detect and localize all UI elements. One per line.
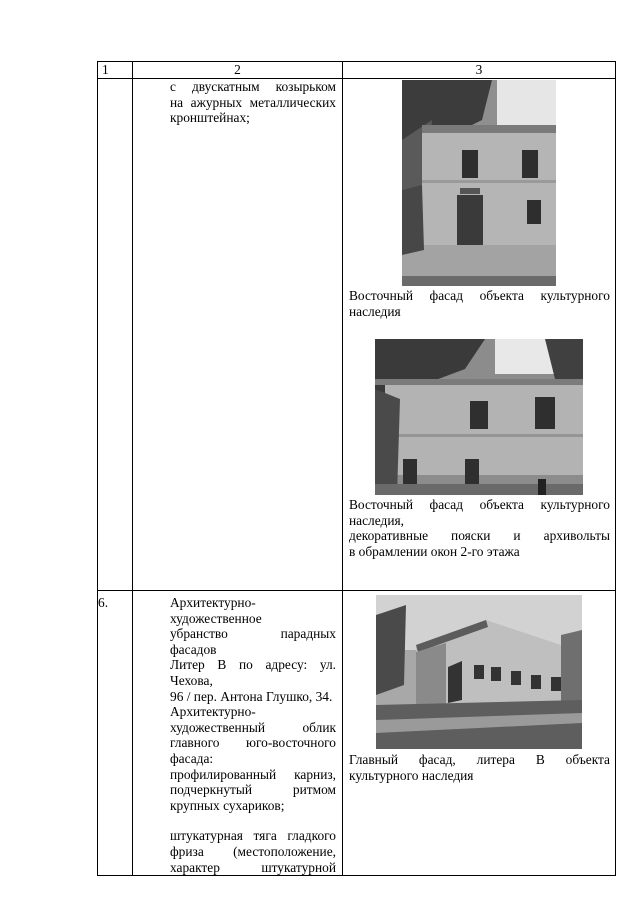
description-text bbox=[133, 595, 342, 875]
header-col-1: 1 bbox=[98, 62, 133, 79]
text-line: Литер В по адресу: ул. Чехова, bbox=[170, 657, 336, 688]
caption-line: наследия, bbox=[349, 512, 404, 528]
photo-cell bbox=[343, 591, 616, 876]
text-line: художественный облик bbox=[170, 719, 336, 735]
building-photo-east-facade bbox=[402, 80, 556, 286]
text-line: подчеркнутый ритмом bbox=[170, 782, 336, 798]
text-line: фриза (местоположение, bbox=[170, 843, 336, 859]
text-line: фасада: bbox=[170, 750, 214, 766]
building-photo-east-facade-detail bbox=[375, 339, 583, 495]
heritage-table bbox=[97, 61, 616, 876]
caption-line: Восточный фасад объекта культурного bbox=[349, 497, 610, 513]
text-line: на ажурных металлических bbox=[170, 94, 336, 110]
text-line: кронштейнах; bbox=[170, 110, 250, 126]
caption-line: наследия bbox=[349, 303, 401, 319]
table-row bbox=[98, 591, 616, 876]
text-line: Архитектурно- bbox=[170, 704, 256, 720]
photo-caption-2 bbox=[343, 497, 615, 559]
description-cell bbox=[133, 591, 343, 876]
text-line: главного юго-восточного bbox=[170, 735, 336, 751]
caption-line: культурного наследия bbox=[349, 767, 474, 783]
text-line: с двускатным козырьком bbox=[170, 79, 336, 94]
header-col-2: 2 bbox=[133, 62, 343, 79]
table-row bbox=[98, 79, 616, 591]
row-number: 6. bbox=[98, 591, 133, 876]
building-photo-main-facade bbox=[376, 595, 582, 749]
header-col-3: 3 bbox=[343, 62, 616, 79]
caption-line: Восточный фасад объекта культурного bbox=[349, 288, 610, 303]
text-line: Архитектурно-художественное bbox=[170, 595, 262, 626]
description-cell bbox=[133, 79, 343, 591]
caption-line: декоративные пояски и архивольты bbox=[349, 528, 610, 544]
text-line: 96 / пер. Антона Глушко, 34. bbox=[170, 688, 333, 704]
photo-caption-1 bbox=[343, 288, 615, 319]
caption-line: в обрамлении окон 2-го этажа bbox=[349, 543, 520, 559]
text-line: штукатурная тяга гладкого bbox=[170, 828, 336, 844]
number-cell-empty bbox=[98, 79, 133, 591]
text-line: профилированный карниз, bbox=[170, 766, 336, 782]
text-line: характер штукатурной bbox=[170, 859, 336, 875]
photo-caption-3 bbox=[343, 752, 615, 783]
caption-line: Главный фасад, литера В объекта bbox=[349, 752, 610, 767]
description-text bbox=[133, 79, 342, 126]
photo-cell bbox=[343, 79, 616, 591]
text-line: крупных сухариков; bbox=[170, 797, 285, 813]
text-line: убранство парадных фасадов bbox=[170, 626, 336, 657]
table-header-row bbox=[98, 62, 616, 79]
